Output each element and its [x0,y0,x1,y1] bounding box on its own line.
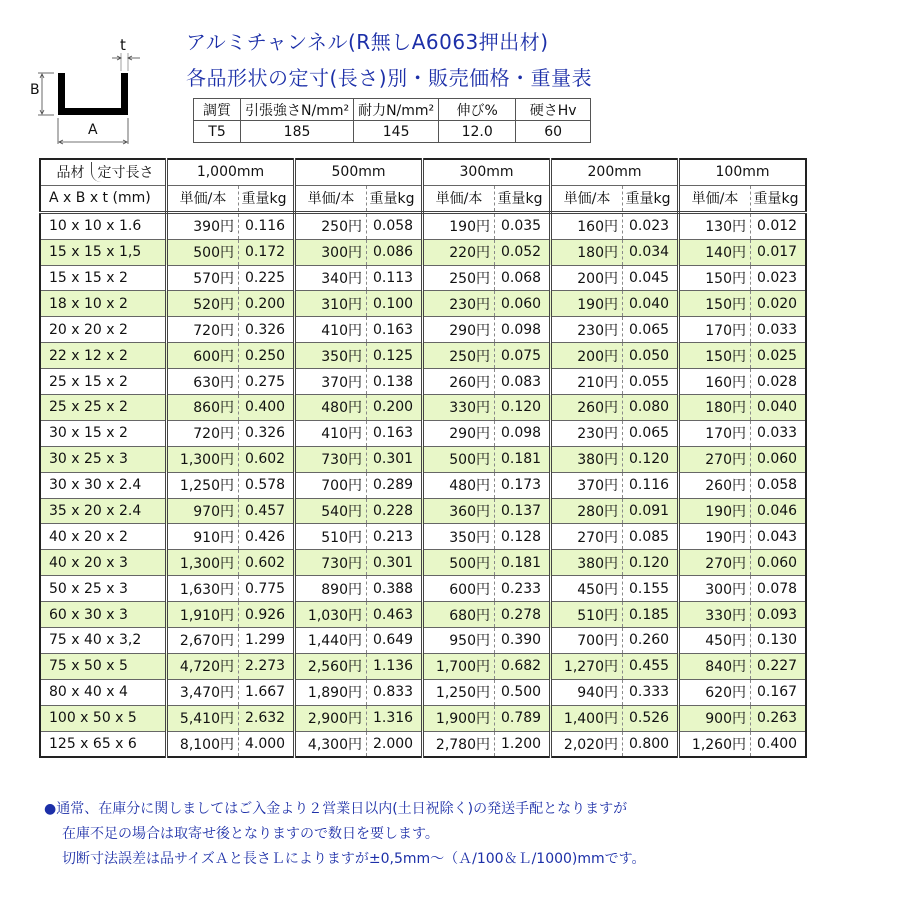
price-cell: 190円 [551,291,623,317]
price-cell: 680円 [423,602,495,628]
price-cell: 200円 [551,343,623,369]
price-cell: 370円 [295,369,367,395]
weight-cell: 0.163 [367,420,423,446]
price-cell: 730円 [295,550,367,576]
price-cell: 970円 [167,498,239,524]
price-cell: 140円 [679,239,751,265]
length-header-200: 200mm [551,159,679,185]
price-cell: 480円 [295,395,367,421]
price-cell: 270円 [551,524,623,550]
size-cell: 60 x 30 x 3 [40,602,167,628]
weight-cell: 0.500 [495,679,551,705]
price-cell: 370円 [551,472,623,498]
table-row [40,550,806,576]
size-cell: 15 x 15 x 1,5 [40,239,167,265]
dimension-t-label: t [120,36,126,54]
price-cell: 1,260円 [679,731,751,757]
price-cell: 260円 [423,369,495,395]
weight-cell: 0.086 [367,239,423,265]
weight-cell: 0.025 [751,343,807,369]
price-cell: 1,270円 [551,653,623,679]
table-row [40,472,806,498]
price-cell: 5,410円 [167,705,239,731]
size-cell: 75 x 50 x 5 [40,653,167,679]
price-cell: 230円 [423,291,495,317]
price-cell: 330円 [423,395,495,421]
material-properties-table [193,98,591,143]
price-cell: 1,030円 [295,602,367,628]
weight-cell: 2.273 [239,653,295,679]
weight-cell: 0.065 [623,317,679,343]
weight-cell: 0.800 [623,731,679,757]
price-cell: 300円 [679,576,751,602]
weight-cell: 0.388 [367,576,423,602]
weight-header: 重量kg [495,185,551,212]
weight-cell: 0.275 [239,369,295,395]
price-cell: 180円 [551,239,623,265]
table-row [40,705,806,731]
weight-cell: 0.100 [367,291,423,317]
table-row [40,628,806,654]
price-cell: 720円 [167,420,239,446]
price-cell: 2,560円 [295,653,367,679]
prop-header-hardness: 硬さHv [516,99,591,121]
page-title: アルミチャンネル(R無しA6063押出材) [186,30,549,54]
size-cell: 15 x 15 x 2 [40,265,167,291]
weight-cell: 0.263 [751,705,807,731]
weight-cell: 0.080 [623,395,679,421]
weight-cell: 0.085 [623,524,679,550]
price-cell: 700円 [295,472,367,498]
weight-cell: 0.116 [623,472,679,498]
weight-cell: 0.426 [239,524,295,550]
weight-cell: 0.833 [367,679,423,705]
note-line-1 [44,797,646,822]
weight-header: 重量kg [751,185,807,212]
table-row [40,317,806,343]
price-cell: 2,020円 [551,731,623,757]
price-cell: 1,400円 [551,705,623,731]
table-row [40,576,806,602]
weight-cell: 0.326 [239,317,295,343]
size-cell: 50 x 25 x 3 [40,576,167,602]
price-cell: 600円 [423,576,495,602]
price-cell: 3,470円 [167,679,239,705]
weight-cell: 0.333 [623,679,679,705]
weight-cell: 0.045 [623,265,679,291]
weight-cell: 0.228 [367,498,423,524]
weight-cell: 0.130 [751,628,807,654]
table-row [40,653,806,679]
price-cell: 230円 [551,420,623,446]
price-cell: 200円 [551,265,623,291]
size-cell: 25 x 25 x 2 [40,395,167,421]
price-cell: 1,250円 [167,472,239,498]
weight-cell: 0.602 [239,550,295,576]
price-cell: 1,300円 [167,446,239,472]
weight-cell: 0.602 [239,446,295,472]
price-cell: 4,720円 [167,653,239,679]
weight-cell: 0.043 [751,524,807,550]
weight-cell: 0.137 [495,498,551,524]
weight-cell: 0.301 [367,550,423,576]
note-text-1: 通常、在庫分に関しましてはご入金より２営業日以内(土日祝除く)の発送手配となりますが [56,801,628,817]
weight-cell: 0.390 [495,628,551,654]
price-cell: 510円 [295,524,367,550]
weight-cell: 0.017 [751,239,807,265]
price-cell: 350円 [423,524,495,550]
price-cell: 450円 [551,576,623,602]
weight-cell: 0.250 [239,343,295,369]
prop-value-yield: 145 [354,121,439,143]
weight-cell: 0.173 [495,472,551,498]
price-cell: 230円 [551,317,623,343]
weight-cell: 0.233 [495,576,551,602]
weight-cell: 0.078 [751,576,807,602]
price-cell: 900円 [679,705,751,731]
dimension-a-label: A [88,122,98,138]
price-cell: 270円 [679,446,751,472]
price-cell: 350円 [295,343,367,369]
prop-header-tensile: 引張強さN/mm² [241,99,354,121]
price-cell: 570円 [167,265,239,291]
price-cell: 2,670円 [167,628,239,654]
size-header: A x B x t (mm) [40,185,167,212]
price-cell: 910円 [167,524,239,550]
weight-cell: 0.155 [623,576,679,602]
price-cell: 890円 [295,576,367,602]
notes-section [44,797,646,872]
weight-cell: 1.136 [367,653,423,679]
page-subtitle: 各品形状の定寸(長さ)別・販売価格・重量表 [186,66,593,90]
weight-cell: 0.034 [623,239,679,265]
corner-length-label: 定寸長さ [91,162,154,182]
prop-value-temper: T5 [194,121,241,143]
weight-cell: 2.000 [367,731,423,757]
prop-header-elongation: 伸び% [439,99,516,121]
price-cell: 210円 [551,369,623,395]
unit-price-header: 単価/本 [167,185,239,212]
weight-cell: 0.065 [623,420,679,446]
price-cell: 4,300円 [295,731,367,757]
weight-cell: 0.649 [367,628,423,654]
price-cell: 940円 [551,679,623,705]
weight-header: 重量kg [367,185,423,212]
weight-cell: 0.225 [239,265,295,291]
weight-cell: 0.083 [495,369,551,395]
weight-cell: 0.278 [495,602,551,628]
size-cell: 18 x 10 x 2 [40,291,167,317]
table-row [40,602,806,628]
weight-cell: 0.033 [751,420,807,446]
price-cell: 290円 [423,317,495,343]
weight-cell: 0.058 [367,212,423,239]
price-cell: 720円 [167,317,239,343]
table-row [40,265,806,291]
length-header-500: 500mm [295,159,423,185]
weight-cell: 0.200 [239,291,295,317]
price-cell: 500円 [167,239,239,265]
table-row [40,679,806,705]
price-cell: 250円 [295,212,367,239]
price-cell: 260円 [679,472,751,498]
length-header-1000: 1,000mm [167,159,295,185]
price-cell: 450円 [679,628,751,654]
price-cell: 360円 [423,498,495,524]
price-cell: 300円 [295,239,367,265]
weight-cell: 0.200 [367,395,423,421]
weight-cell: 0.181 [495,446,551,472]
weight-cell: 2.632 [239,705,295,731]
price-cell: 1,700円 [423,653,495,679]
size-cell: 30 x 25 x 3 [40,446,167,472]
weight-cell: 1.667 [239,679,295,705]
weight-cell: 0.926 [239,602,295,628]
size-cell: 125 x 65 x 6 [40,731,167,757]
unit-price-header: 単価/本 [423,185,495,212]
price-cell: 170円 [679,317,751,343]
weight-cell: 0.775 [239,576,295,602]
price-cell: 410円 [295,317,367,343]
weight-cell: 0.125 [367,343,423,369]
weight-cell: 0.120 [623,446,679,472]
weight-cell: 0.185 [623,602,679,628]
table-row [40,369,806,395]
size-cell: 100 x 50 x 5 [40,705,167,731]
weight-cell: 0.227 [751,653,807,679]
size-cell: 22 x 12 x 2 [40,343,167,369]
weight-cell: 0.023 [751,265,807,291]
unit-price-header: 単価/本 [295,185,367,212]
price-cell: 130円 [679,212,751,239]
price-cell: 250円 [423,343,495,369]
weight-cell: 0.120 [495,395,551,421]
weight-cell: 0.058 [751,472,807,498]
size-cell: 40 x 20 x 2 [40,524,167,550]
price-cell: 180円 [679,395,751,421]
prop-value-tensile: 185 [241,121,354,143]
table-row [40,239,806,265]
weight-cell: 0.091 [623,498,679,524]
size-cell: 10 x 10 x 1.6 [40,212,167,239]
size-cell: 40 x 20 x 3 [40,550,167,576]
price-cell: 2,900円 [295,705,367,731]
weight-cell: 0.040 [623,291,679,317]
price-cell: 510円 [551,602,623,628]
weight-cell: 0.055 [623,369,679,395]
price-cell: 630円 [167,369,239,395]
price-cell: 730円 [295,446,367,472]
weight-cell: 0.046 [751,498,807,524]
price-cell: 150円 [679,343,751,369]
weight-cell: 0.172 [239,239,295,265]
weight-cell: 0.578 [239,472,295,498]
price-cell: 500円 [423,550,495,576]
properties-header-row [194,99,591,121]
weight-cell: 1.299 [239,628,295,654]
price-weight-table [39,158,807,758]
weight-header: 重量kg [623,185,679,212]
price-cell: 150円 [679,291,751,317]
prop-value-hardness: 60 [516,121,591,143]
weight-cell: 0.301 [367,446,423,472]
weight-cell: 0.457 [239,498,295,524]
weight-cell: 0.116 [239,212,295,239]
weight-cell: 0.098 [495,420,551,446]
weight-cell: 0.167 [751,679,807,705]
weight-cell: 0.023 [623,212,679,239]
size-cell: 75 x 40 x 3,2 [40,628,167,654]
price-cell: 600円 [167,343,239,369]
weight-cell: 0.120 [623,550,679,576]
corner-header [40,159,167,185]
price-cell: 190円 [423,212,495,239]
price-cell: 220円 [423,239,495,265]
price-cell: 1,890円 [295,679,367,705]
weight-cell: 0.068 [495,265,551,291]
table-row [40,731,806,757]
unit-price-header: 単価/本 [551,185,623,212]
price-cell: 190円 [679,498,751,524]
prop-header-temper: 調質 [194,99,241,121]
weight-cell: 0.028 [751,369,807,395]
weight-cell: 0.040 [751,395,807,421]
price-cell: 1,250円 [423,679,495,705]
price-cell: 840円 [679,653,751,679]
table-row [40,395,806,421]
price-cell: 150円 [679,265,751,291]
weight-cell: 0.289 [367,472,423,498]
price-cell: 1,910円 [167,602,239,628]
corner-material-label: 品材 [56,165,85,182]
properties-value-row [194,121,591,143]
weight-cell: 0.060 [751,446,807,472]
size-cell: 80 x 40 x 4 [40,679,167,705]
table-row [40,446,806,472]
price-cell: 160円 [551,212,623,239]
price-cell: 270円 [679,550,751,576]
table-row [40,420,806,446]
weight-cell: 1.200 [495,731,551,757]
weight-cell: 0.463 [367,602,423,628]
weight-cell: 0.163 [367,317,423,343]
weight-cell: 0.093 [751,602,807,628]
price-cell: 380円 [551,550,623,576]
price-cell: 290円 [423,420,495,446]
weight-cell: 0.181 [495,550,551,576]
price-cell: 1,900円 [423,705,495,731]
table-row [40,498,806,524]
note-line-2: 在庫不足の場合は取寄せ後となりますので数日を要します。 [62,826,439,842]
price-cell: 1,300円 [167,550,239,576]
price-cell: 390円 [167,212,239,239]
price-cell: 310円 [295,291,367,317]
weight-cell: 0.128 [495,524,551,550]
weight-cell: 0.060 [751,550,807,576]
price-cell: 500円 [423,446,495,472]
weight-cell: 0.326 [239,420,295,446]
price-cell: 860円 [167,395,239,421]
price-cell: 410円 [295,420,367,446]
weight-cell: 0.400 [239,395,295,421]
price-cell: 380円 [551,446,623,472]
weight-cell: 0.526 [623,705,679,731]
price-cell: 700円 [551,628,623,654]
dimension-b-label: B [30,82,40,98]
length-header-100: 100mm [679,159,807,185]
price-cell: 260円 [551,395,623,421]
table-row [40,212,806,239]
length-header-300: 300mm [423,159,551,185]
price-cell: 190円 [679,524,751,550]
price-cell: 330円 [679,602,751,628]
size-cell: 25 x 15 x 2 [40,369,167,395]
price-cell: 1,630円 [167,576,239,602]
size-cell: 20 x 20 x 2 [40,317,167,343]
weight-cell: 0.400 [751,731,807,757]
weight-cell: 4.000 [239,731,295,757]
weight-cell: 0.682 [495,653,551,679]
weight-cell: 1.316 [367,705,423,731]
weight-header: 重量kg [239,185,295,212]
size-cell: 35 x 20 x 2.4 [40,498,167,524]
table-row [40,524,806,550]
weight-cell: 0.138 [367,369,423,395]
prop-value-elongation: 12.0 [439,121,516,143]
price-cell: 1,440円 [295,628,367,654]
table-row [40,343,806,369]
unit-price-header: 単価/本 [679,185,751,212]
length-header-row [40,159,806,185]
weight-cell: 0.050 [623,343,679,369]
weight-cell: 0.455 [623,653,679,679]
unit-header-row [40,185,806,212]
price-cell: 8,100円 [167,731,239,757]
note-line-3: 切断寸法誤差は品サイズＡと長さＬによりますが±0,5mm～（Ａ/100＆Ｌ/1000)mmです。 [62,851,646,867]
price-cell: 280円 [551,498,623,524]
weight-cell: 0.075 [495,343,551,369]
weight-cell: 0.260 [623,628,679,654]
weight-cell: 0.213 [367,524,423,550]
price-cell: 620円 [679,679,751,705]
weight-cell: 0.035 [495,212,551,239]
bullet-icon: ● [44,801,57,817]
weight-cell: 0.052 [495,239,551,265]
table-row [40,291,806,317]
price-cell: 950円 [423,628,495,654]
channel-cross-section-icon [28,38,158,148]
weight-cell: 0.020 [751,291,807,317]
price-cell: 340円 [295,265,367,291]
weight-cell: 0.060 [495,291,551,317]
prop-header-yield: 耐力N/mm² [354,99,439,121]
size-cell: 30 x 30 x 2.4 [40,472,167,498]
weight-cell: 0.789 [495,705,551,731]
price-cell: 160円 [679,369,751,395]
price-cell: 250円 [423,265,495,291]
price-cell: 2,780円 [423,731,495,757]
size-cell: 30 x 15 x 2 [40,420,167,446]
weight-cell: 0.012 [751,212,807,239]
price-cell: 480円 [423,472,495,498]
price-cell: 170円 [679,420,751,446]
price-cell: 540円 [295,498,367,524]
weight-cell: 0.033 [751,317,807,343]
price-cell: 520円 [167,291,239,317]
weight-cell: 0.098 [495,317,551,343]
weight-cell: 0.113 [367,265,423,291]
